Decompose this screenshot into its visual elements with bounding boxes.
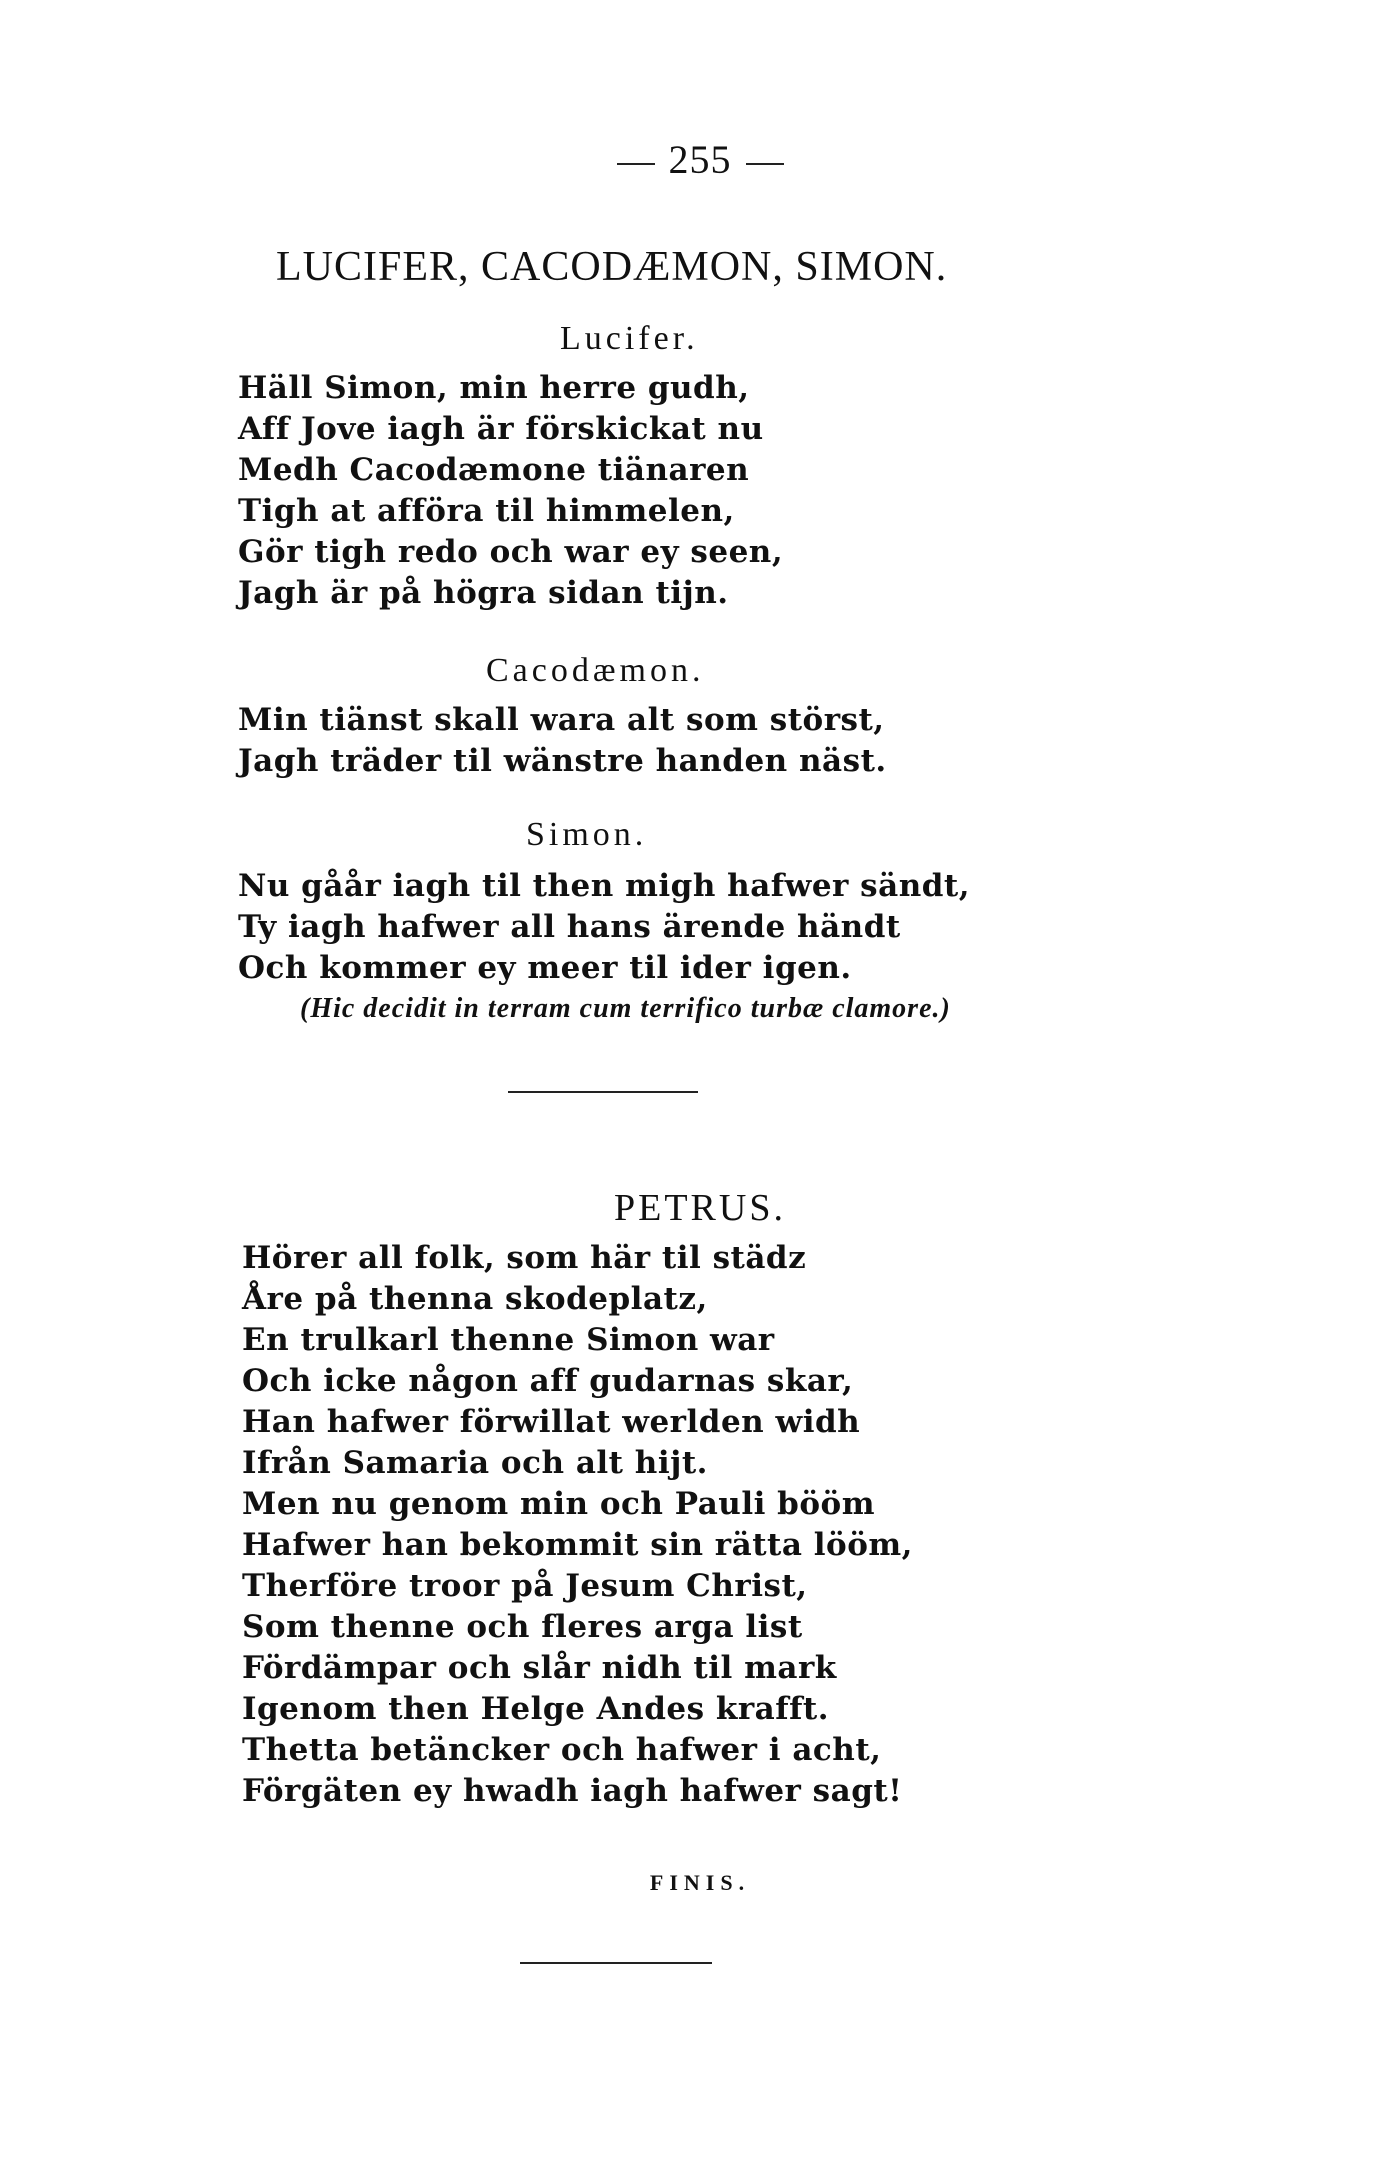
speaker-petrus: PETRUS.: [614, 1187, 786, 1229]
section-rule: [508, 1091, 698, 1093]
verse-line: Han hafwer förwillat werlden widh: [242, 1404, 861, 1440]
page-number-dash-left: [617, 163, 655, 165]
verse-line: Min tiänst skall wara alt som störst,: [238, 702, 885, 738]
page-number-dash-right: [746, 163, 784, 165]
speech-cacodaemon: [238, 700, 887, 782]
verse-line: Gör tigh redo och war ey seen,: [238, 534, 784, 570]
verse-line: Therföre troor på Jesum Christ,: [242, 1568, 808, 1604]
verse-line: En trulkarl thenne Simon war: [242, 1322, 775, 1358]
speaker-lucifer: Lucifer.: [560, 320, 699, 357]
verse-line: Ifrån Samaria och alt hijt.: [242, 1445, 708, 1481]
verse-line: Förgäten ey hwadh iagh hafwer sagt!: [242, 1773, 903, 1809]
verse-line: Ty iagh hafwer all hans ärende händt: [238, 909, 901, 945]
page-number-text: 255: [668, 137, 732, 182]
verse-line: Medh Cacodæmone tiänaren: [238, 452, 750, 488]
scene-heading: LUCIFER, CACODÆMON, SIMON.: [276, 244, 948, 290]
verse-line: Åre på thenna skodeplatz,: [242, 1281, 708, 1317]
speech-lucifer: [238, 368, 783, 614]
speaker-cacodaemon: Cacodæmon.: [486, 652, 705, 689]
speaker-simon: Simon.: [526, 816, 648, 853]
verse-line: Tigh at afföra til himmelen,: [238, 493, 735, 529]
verse-line: Igenom then Helge Andes krafft.: [242, 1691, 830, 1727]
page-number: [0, 136, 1400, 183]
finis: FINIS.: [649, 1870, 751, 1895]
verse-line: Nu gåår iagh til then migh hafwer sändt,: [238, 868, 971, 904]
verse-line: Häll Simon, min herre gudh,: [238, 370, 750, 406]
speech-simon: [238, 866, 970, 989]
verse-line: Hörer all folk, som här til städz: [242, 1240, 807, 1276]
closing-rule: [520, 1962, 712, 1964]
verse-line: Hafwer han bekommit sin rätta lööm,: [242, 1527, 913, 1563]
verse-line: Och kommer ey meer til ider igen.: [238, 950, 852, 986]
verse-line: Men nu genom min och Pauli bööm: [242, 1486, 876, 1522]
verse-line: Och icke någon aff gudarnas skar,: [242, 1363, 854, 1399]
verse-line: Thetta betäncker och hafwer i acht,: [242, 1732, 882, 1768]
verse-line: Fördämpar och slår nidh til mark: [242, 1650, 837, 1686]
verse-line: Jagh träder til wänstre handen näst.: [238, 743, 887, 779]
verse-line: Aff Jove iagh är förskickat nu: [238, 411, 764, 447]
verse-line: Som thenne och fleres arga list: [242, 1609, 803, 1645]
stage-direction: (Hic decidit in terram cum terrifico turbæ clamore.): [300, 993, 951, 1024]
verse-line: Jagh är på högra sidan tijn.: [238, 575, 729, 611]
speech-petrus: [242, 1238, 913, 1812]
